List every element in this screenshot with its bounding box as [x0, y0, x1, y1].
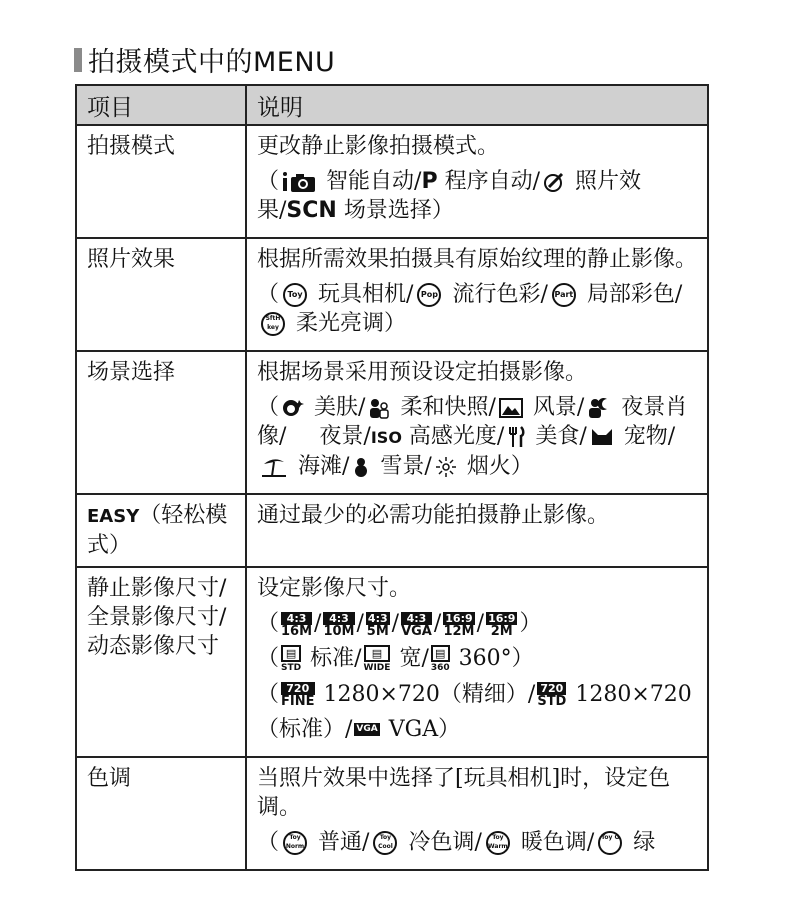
menu-table: [75, 84, 709, 871]
toy-warm-icon: Toy Warm: [486, 831, 510, 855]
option-label: 标准/: [310, 646, 362, 671]
paren: （: [257, 646, 280, 671]
row-desc-size: [246, 567, 708, 757]
row-desc-mode: [246, 125, 708, 238]
option-label: （标准）/: [257, 716, 353, 742]
panorama-wide-icon: ▤ WIDE: [363, 646, 391, 673]
table-row: [76, 494, 708, 567]
option-label: 玩具相机/: [318, 282, 414, 307]
paren: （: [257, 611, 280, 636]
partial-color-icon: Part: [552, 283, 576, 307]
movie-size-line-2: [257, 715, 697, 744]
size-5m-icon: [366, 612, 390, 637]
resolution: VGA: [356, 724, 378, 734]
row-desc-easy: [246, 494, 708, 567]
paren: （: [257, 282, 280, 307]
paren: （: [257, 169, 280, 194]
panorama-standard-icon: ▤ STD: [281, 646, 302, 673]
size-10m-icon: [323, 612, 354, 637]
paren: （: [257, 395, 280, 420]
easy-label: EASY: [87, 506, 140, 527]
panorama-code: STD: [281, 662, 302, 673]
size: 10M: [323, 623, 355, 639]
panorama-code: 360: [430, 662, 450, 673]
row-desc-tone: [246, 757, 708, 870]
pop-color-icon: Pop: [417, 283, 441, 307]
option-line: [257, 280, 697, 338]
soft-high-key-icon: SftH key: [261, 312, 285, 336]
row-item-effect: 照片效果: [76, 238, 246, 351]
aspect: 4:3: [323, 612, 354, 625]
toy-cool-icon: Toy Cool: [373, 831, 397, 855]
option-label: 360°）: [458, 646, 534, 671]
option-label: 雪景/: [380, 454, 432, 479]
movie-vga-icon: [354, 723, 379, 736]
snow-icon: [352, 456, 370, 478]
size-12m-icon: [443, 612, 474, 637]
option-label: 高感光度/: [408, 424, 505, 449]
option-label: 1280×720（精细）/: [323, 681, 536, 707]
row-item-scene: 场景选择: [76, 351, 246, 494]
easy-label-suffix: （轻松模式）: [87, 503, 228, 558]
toy-normal-icon: Toy Norm: [283, 831, 307, 855]
option-label: 局部彩色/: [586, 282, 683, 307]
panorama-size-line: [257, 644, 697, 674]
title-text: 拍摄模式中的MENU: [88, 47, 336, 78]
option-line: [257, 393, 697, 481]
option-line: [257, 167, 697, 225]
soft-skin-icon: [282, 397, 304, 419]
pet-icon: [590, 427, 614, 447]
row-desc-effect: [246, 238, 708, 351]
size: 12M: [443, 623, 475, 639]
intelligent-auto-icon: [282, 171, 316, 193]
aspect: 4:3: [401, 612, 432, 625]
resolution: 720: [537, 682, 566, 695]
resolution: 720: [281, 682, 314, 695]
movie-720-std-icon: [537, 682, 566, 707]
option-label: 冷色调/: [408, 829, 482, 855]
fireworks-icon: [435, 456, 457, 478]
option-label: 宽/: [399, 646, 429, 671]
option-label: 美肤/: [314, 395, 366, 420]
photo-effect-icon: [543, 171, 565, 193]
option-label: 夜景/: [319, 424, 371, 449]
row-item-size: 静止影像尺寸/全景影像尺寸/动态影像尺寸: [76, 567, 246, 757]
page-title: [74, 40, 335, 79]
separator: /: [476, 611, 485, 636]
option-label: 智能自动/: [326, 169, 422, 194]
size: 5M: [366, 623, 389, 639]
size-16m-icon: [281, 612, 312, 637]
table-row: [76, 757, 708, 870]
night-scene-icon: [289, 426, 309, 448]
option-label: 1280×720: [575, 681, 692, 707]
option-label: 海滩/: [298, 454, 350, 479]
option-label: 程序自动/: [444, 169, 540, 194]
header-desc: 说明: [246, 85, 708, 125]
panorama-360-icon: ▤ 360: [430, 646, 450, 673]
separator: /: [433, 611, 442, 636]
desc-text: 更改静止影像拍摄模式。: [257, 134, 500, 159]
size: 16M: [281, 623, 313, 639]
table-row: [76, 125, 708, 238]
image-size-line: [257, 609, 697, 638]
paren: （: [257, 681, 280, 707]
option-label: 普通/: [318, 829, 370, 855]
option-label: 绿: [633, 829, 656, 855]
table-header-row: [76, 85, 708, 125]
p-icon: P: [421, 169, 438, 194]
separator: /: [356, 611, 364, 636]
option-label: 柔和快照/: [400, 395, 496, 420]
table-row: [76, 567, 708, 757]
row-desc-scene: [246, 351, 708, 494]
option-label: 场景选择）: [343, 198, 454, 223]
separator: /: [391, 611, 400, 636]
option-label: 夜景肖像/: [257, 395, 688, 449]
row-item-easy: [76, 494, 246, 567]
paren: ）: [519, 611, 542, 636]
quality: STD: [537, 694, 567, 709]
option-label: 烟火）: [466, 454, 533, 479]
aspect: 4:3: [367, 611, 388, 625]
panorama-code: WIDE: [363, 662, 391, 673]
separator: /: [314, 611, 322, 636]
header-item: 项目: [76, 85, 246, 125]
option-label: 风景/: [532, 395, 585, 420]
table-row: [76, 351, 708, 494]
desc-text: 设定影像尺寸。: [257, 576, 412, 601]
beach-icon: [260, 456, 288, 478]
gourmet-icon: [507, 426, 525, 448]
table-row: [76, 238, 708, 351]
size: VGA: [401, 623, 432, 639]
size-vga-icon: [401, 612, 432, 637]
option-line: [257, 828, 697, 857]
option-label: 暖色调/: [520, 829, 595, 855]
desc-text: 当照片效果中选择了[玩具相机]时，设定色调。: [257, 765, 671, 820]
toy-camera-icon: Toy: [283, 283, 307, 307]
aspect: 4:3: [281, 612, 312, 625]
option-label: 美食/: [535, 424, 587, 449]
size-2m-icon: [486, 612, 517, 637]
night-portrait-icon: [587, 397, 611, 419]
quality: FINE: [281, 694, 315, 709]
option-label: 柔光亮调）: [296, 311, 407, 336]
toy-green-icon: Toy G: [598, 831, 622, 855]
aspect: 16:9: [488, 611, 516, 625]
landscape-icon: [499, 398, 523, 418]
title-marker: [74, 48, 82, 72]
option-label: 宠物/: [623, 424, 676, 449]
desc-text: 根据场景采用预设设定拍摄影像。: [257, 360, 588, 385]
row-item-mode: 拍摄模式: [76, 125, 246, 238]
movie-size-line: [257, 680, 697, 709]
option-label: VGA）: [388, 716, 461, 742]
option-label: 照片效果/: [257, 169, 641, 223]
size: 2M: [490, 623, 513, 639]
desc-text: 根据所需效果拍摄具有原始纹理的静止影像。: [257, 247, 698, 272]
option-label: 流行色彩/: [452, 282, 548, 307]
paren: （: [257, 829, 280, 855]
movie-720-fine-icon: [281, 682, 314, 707]
soft-snap-icon: [368, 397, 390, 419]
desc-text: 通过最少的必需功能拍摄静止影像。: [257, 503, 610, 528]
row-item-tone: 色调: [76, 757, 246, 870]
high-sensitivity-icon: ISO: [370, 428, 402, 447]
aspect: 16:9: [445, 611, 473, 625]
scn-icon: SCN: [286, 198, 337, 223]
